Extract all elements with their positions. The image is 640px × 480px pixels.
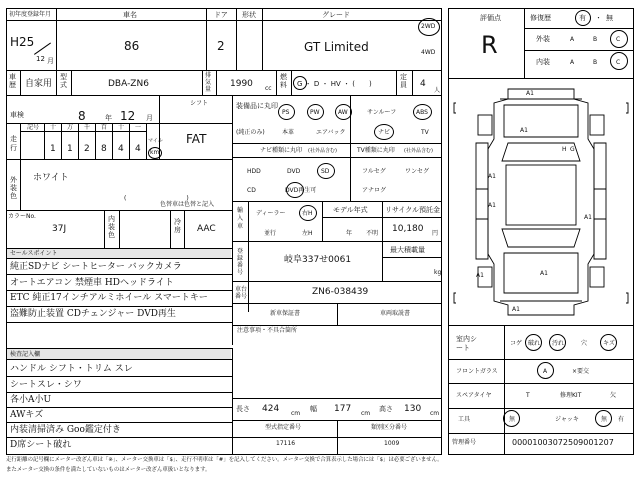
shift-label: シフト — [190, 100, 209, 107]
inspector-label: 検査記入欄 — [10, 351, 41, 358]
import-label: 輸入車 — [237, 207, 244, 230]
import-handle-left: 左H — [302, 230, 313, 237]
displacement-unit: cc — [265, 85, 272, 92]
width-unit: cm — [361, 410, 371, 417]
reg-date-month-unit: 月 — [47, 57, 54, 65]
tools-none: 無 — [509, 416, 516, 423]
mileage-place-6: 一 — [135, 124, 142, 131]
max-load-unit: kg — [434, 269, 442, 276]
mileage-unit-mile: マイル — [148, 138, 163, 144]
navi-sd: SD — [321, 168, 330, 175]
import-parallel: 並行 — [264, 230, 277, 237]
score-value: R — [481, 31, 498, 59]
inspector-note-3: 各小A小U — [10, 395, 52, 405]
mileage-digit-0: 1 — [50, 144, 56, 154]
inspection-label: 車検 — [10, 111, 24, 119]
height-unit: cm — [430, 410, 440, 417]
color-no-value: 37J — [52, 224, 67, 234]
warranty-label: 新車保証書 — [270, 310, 301, 317]
capacity-label: 定員 — [400, 73, 407, 89]
displacement-value: 1990 — [230, 79, 253, 89]
repair-sep: ・ — [595, 14, 602, 22]
inspector-note-1: ハンドル シフト・トリム スレ — [10, 364, 133, 374]
fuel-options: G ・ D ・ HV ・ ( ) — [297, 80, 372, 88]
navi-dvd: DVD — [287, 168, 301, 175]
chassis-label: 車台番号 — [235, 286, 248, 300]
height-value: 130 — [404, 404, 422, 414]
jack-none: 無 — [601, 416, 608, 423]
score-label: 評価点 — [480, 14, 501, 22]
equip-airbag: エアバック — [316, 129, 346, 136]
inspector-note-5: 内装清掃済み Goo鑑定付き — [10, 425, 121, 435]
navi-label: ナビ種類に丸印 — [260, 147, 303, 154]
length-value: 424 — [262, 404, 280, 414]
dmg-a1-trunk: A1 — [540, 270, 548, 277]
equip-pw: PW — [310, 109, 320, 116]
recycle-value: 10,180 — [392, 224, 424, 234]
tools-label: 工具 — [458, 416, 471, 423]
car-name-value: 86 — [124, 39, 140, 53]
int-grade-label: 内装 — [536, 58, 550, 66]
exterior-note-paren: ( ) — [124, 195, 189, 202]
mileage-place-1: 十 — [50, 124, 57, 131]
class-no-value: 1009 — [384, 440, 400, 447]
fuel-label: 燃料 — [280, 73, 287, 89]
mileage-digit-4: 4 — [118, 144, 124, 154]
dmg-a1-hood: A1 — [520, 127, 528, 134]
mileage-place-2: 万 — [67, 124, 74, 131]
car-damage-diagram — [448, 79, 634, 324]
mileage-digit-5: 4 — [135, 144, 141, 154]
drive-4wd: 4WD — [421, 49, 436, 56]
inspection-year-unit: 年 — [105, 114, 112, 122]
mileage-digit-2: 2 — [84, 144, 90, 154]
repair-no: 無 — [606, 14, 613, 22]
shift-value: FAT — [186, 132, 207, 146]
glass-a: A — [543, 368, 548, 375]
dmg-a1-rear: A1 — [512, 306, 520, 313]
sales-point-1: 純正SDナビ シートヒーター バックカメラ — [10, 262, 182, 272]
inspection-month-unit: 月 — [146, 114, 153, 122]
int-grade-b: B — [593, 59, 598, 66]
mileage-digit-3: 8 — [101, 144, 107, 154]
ext-grade-b: B — [593, 36, 598, 43]
glass-label: フロントガラス — [456, 368, 498, 375]
tv-sub: (社外品含む) — [404, 148, 433, 154]
mgmt-value: 00001003072509001207 — [512, 438, 614, 447]
jack-label: ジャッキ — [555, 416, 579, 423]
inspection-year: 8 — [78, 109, 86, 123]
sales-points-label: セールスポイント — [10, 250, 58, 257]
recycle-unit: 円 — [432, 230, 439, 237]
equipment-label: 装備品に丸印 — [236, 102, 278, 110]
spare-label: スペアタイヤ — [456, 392, 492, 399]
sales-point-2: オートエアコン 禁煙車 HDヘッドライト — [10, 278, 174, 288]
model-year-label: モデル年式 — [333, 206, 368, 214]
import-dealer: ディーラー — [256, 210, 286, 217]
inspector-note-6: D席シート破れ — [10, 440, 72, 450]
model-label: 型式 — [60, 73, 67, 89]
mileage-place-5: 十 — [118, 124, 125, 131]
seat-koge: コゲ — [510, 340, 523, 347]
navi-dvd-play: DVD再生可 — [285, 187, 317, 194]
height-label: 高さ — [379, 405, 393, 413]
mileage-place-4: 百 — [101, 124, 108, 131]
drive-2wd: 2WD — [421, 23, 436, 30]
capacity-value: 4 — [420, 79, 426, 89]
dmg-a1-front: A1 — [526, 90, 534, 97]
seat-scratch: キズ — [603, 340, 615, 347]
equip-leather: 本革 — [282, 129, 295, 136]
tv-label: TV種類に丸印 — [357, 147, 395, 154]
exterior-note: 色替車は色替と記入 — [160, 201, 215, 208]
car-name-label: 車名 — [123, 11, 137, 19]
inspector-note-2: シートスレ・シワ — [10, 380, 82, 390]
usage-label: 車歴 — [9, 73, 16, 89]
chassis-value: ZN6-038439 — [312, 287, 369, 297]
plate-label: 登録番号 — [237, 248, 244, 276]
dmg-a1-side-r1: A1 — [584, 214, 592, 221]
tv-fullseg: フルセグ — [362, 168, 386, 175]
dmg-a1-side-l2: A1 — [488, 202, 496, 209]
color-no-label: カラーNo. — [8, 213, 36, 220]
seat-hole: 穴 — [581, 340, 588, 347]
ext-grade-label: 外装 — [536, 35, 550, 43]
int-grade-a: A — [570, 59, 575, 66]
dmg-h-roof: H — [562, 146, 567, 153]
doors-value: 2 — [217, 39, 225, 53]
model-year-unit: 年 — [346, 230, 353, 237]
equip-aw: AW — [338, 109, 348, 116]
spare-t: T — [526, 392, 530, 399]
mgmt-label: 管理番号 — [452, 439, 477, 446]
tv-analog: アナログ — [362, 187, 387, 194]
mileage-place-0: 記号 — [27, 124, 40, 131]
recycle-label: リサイクル預託金 — [385, 206, 441, 214]
footer-line-1: 走行距離の記号欄にメーター改ざん車は「※」、メーター交換車は「$」、走行不明車は「#」を記入してください。メーター交換で合算表示した場合には「$」は必要ございません。 — [6, 457, 443, 463]
fuel-g-circle — [293, 76, 307, 90]
usage-value: 自家用 — [25, 79, 53, 89]
equip-ps: PS — [282, 109, 290, 116]
sales-point-4: 盗難防止装置 CDチェンジャー DVD再生 — [10, 309, 176, 319]
mileage-place-3: 千 — [84, 124, 91, 131]
tv-oneseg: ワンセグ — [405, 168, 430, 175]
dmg-a1-side-l3: A1 — [476, 272, 484, 279]
tools-has: 有 — [618, 416, 625, 423]
repair-yes: 有 — [579, 14, 586, 22]
mileage-label: 走行 — [10, 135, 17, 152]
dmg-a1-side-l1: A1 — [488, 173, 496, 180]
length-unit: cm — [291, 410, 301, 417]
reg-date-era-year: H25 — [10, 35, 35, 49]
glass-replace: ×要交 — [572, 368, 590, 375]
seat-label: 室内シート — [456, 335, 477, 352]
doors-label: ドア — [214, 11, 228, 19]
repair-label: 修復歴 — [530, 14, 551, 22]
reg-date-label: 初年度登録年月 — [9, 11, 52, 18]
mileage-digit-1: 1 — [67, 144, 73, 154]
exterior-color: ホワイト — [33, 173, 69, 183]
max-load-label: 最大積載量 — [390, 246, 425, 254]
ext-grade-a: A — [570, 36, 575, 43]
equipment-sub: (純正のみ) — [236, 129, 265, 136]
plate-value: 岐阜337せ0061 — [284, 255, 352, 265]
inspector-note-4: AWキズ — [10, 410, 44, 420]
spare-kit: 修理KIT — [560, 392, 582, 399]
inspection-month: 12 — [120, 109, 136, 123]
notes-label: 注意事項・不具合箇所 — [237, 327, 298, 334]
shape-label: 形状 — [242, 11, 256, 19]
sales-point-3: ETC 純正17インチアルミホイール スマートキー — [10, 293, 208, 303]
length-label: 長さ — [236, 405, 250, 413]
equip-abs: ABS — [416, 109, 428, 116]
int-grade-c: C — [616, 59, 621, 66]
width-label: 幅 — [310, 405, 317, 413]
grade-value: GT Limited — [304, 40, 369, 54]
model-value: DBA-ZN6 — [108, 79, 149, 89]
equip-sunroof: サンルーフ — [367, 109, 397, 116]
seat-tear: 破れ — [528, 340, 541, 347]
dmg-g-roof: G — [570, 146, 575, 153]
footer-line-2: またメーター交換の条件を満たしていないものはメーター改ざん車扱いとなります。 — [6, 467, 211, 473]
grade-label: グレード — [322, 11, 350, 19]
seat-stain: 汚れ — [552, 340, 565, 347]
navi-hdd: HDD — [247, 168, 261, 175]
mileage-unit-km: km — [150, 149, 160, 156]
ac-label: 冷房 — [174, 218, 181, 234]
model-year-unknown: 不明 — [366, 230, 379, 237]
type-no-label: 型式指定番号 — [265, 424, 302, 431]
width-value: 177 — [334, 404, 352, 414]
type-no-value: 17116 — [276, 440, 296, 447]
spare-missing: 欠 — [610, 392, 617, 399]
ac-value: AAC — [197, 224, 216, 234]
exterior-label: 外装色 — [10, 176, 17, 200]
equip-navi: ナビ — [378, 129, 391, 136]
ext-grade-c: C — [616, 36, 621, 43]
navi-sub: (社外品含む) — [308, 148, 337, 154]
equip-tv: TV — [421, 129, 429, 136]
displacement-label: 排気量 — [205, 72, 212, 93]
interior-label: 内装色 — [108, 215, 115, 239]
import-handle-right: 右H — [302, 210, 313, 217]
manual-label: 車両取説書 — [380, 310, 411, 317]
navi-cd: CD — [247, 187, 256, 194]
reg-date-month: 12 — [36, 55, 45, 63]
capacity-unit: 人 — [434, 87, 441, 94]
class-no-label: 類別区分番号 — [371, 424, 408, 431]
